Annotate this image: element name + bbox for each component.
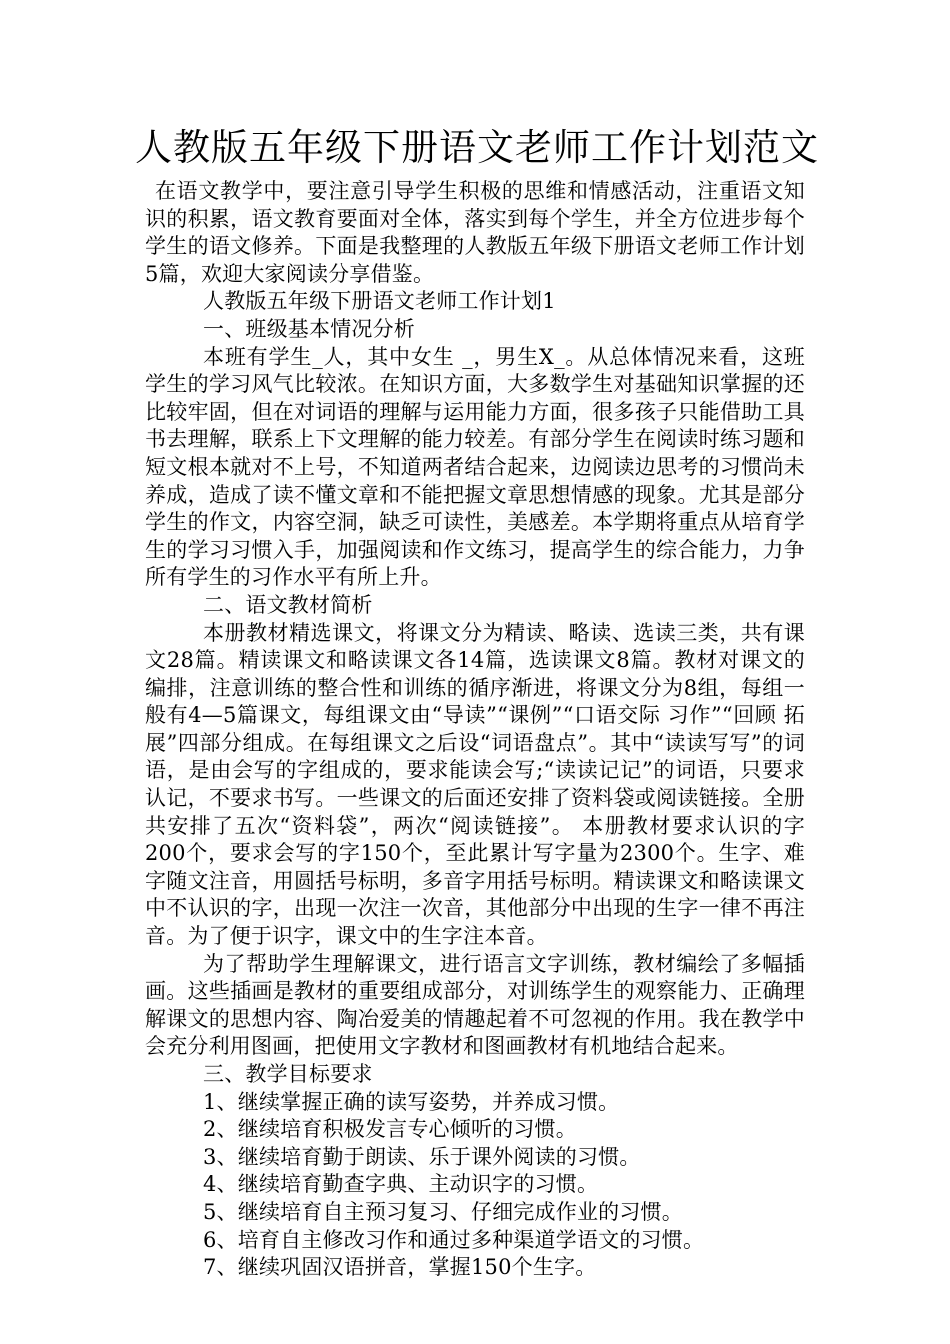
textbook-analysis-paragraph-2: 为了帮助学生理解课文，进行语言文字训练，教材编绘了多幅插画。这些插画是教材的重要组成部分，对训练学生的观察能力、正确理解课文的思想内容、陶冶爱美的情趣起着不可忽视的作用。我在教学中会充分利用图画，把使用文字教材和图画教材有机地结合起来。 — [145, 951, 805, 1059]
list-item: 3、继续培育勤于朗读、乐于课外阅读的习惯。 — [203, 1144, 641, 1169]
section-heading-class-analysis: 一、班级基本情况分析 — [203, 316, 415, 341]
class-analysis-paragraph: 本班有学生_人，其中女生 _，男生X_。从总体情况来看，这班学生的学习风气比较浓。在知识方面，大多数学生对基础知识掌握的还比较牢固，但在对词语的理解与运用能力方面，很多孩子只能借助工具书去理解，联系上下文理解的能力较差。有部分学生在阅读时练习题和短文根本就对不上号，不知道两者结合起来，边阅读边思考的习惯尚未养成，造成了读不懂文章和不能把握文章思想情感的现象。尤其是部分学生的作文，内容空洞，缺乏可读性，美感差。本学期将重点从培育学生的学习习惯入手，加强阅读和作文练习，提高学生的综合能力，力争所有学生的习作水平有所上升。 — [145, 344, 805, 590]
section-heading-teaching-goals: 三、教学目标要求 — [203, 1062, 373, 1086]
document-page — [135, 122, 819, 1282]
section-heading-textbook-analysis: 二、语文教材简析 — [203, 592, 373, 617]
list-item: 6、培育自主修改习作和通过多种渠道学语文的习惯。 — [203, 1227, 705, 1252]
list-item: 5、继续培育自主预习复习、仔细完成作业的习惯。 — [203, 1199, 683, 1224]
intro-paragraph: 在语文教学中，要注意引导学生积极的思维和情感活动，注重语文知识的积累，语文教育要面对全体，落实到每个学生，并全方位进步每个学生的语文修养。下面是我整理的人教版五年级下册语文老师工作计划5篇，欢迎大家阅读分享借鉴。 — [145, 179, 805, 286]
document-title: 人教版五年级下册语文老师工作计划范文 — [135, 126, 819, 169]
list-item: 7、继续巩固汉语拼音，掌握150个生字。 — [203, 1255, 597, 1280]
textbook-analysis-paragraph-1: 本册教材精选课文，将课文分为精读、略读、选读三类，共有课文28篇。精读课文和略读课文各14篇，选读课文8篇。教材对课文的编排，注意训练的整合性和训练的循序渐进，将课文分为8组，每组一般有4—5篇课文，每组课文由“导读”“课例”“口语交际 习作”“回顾 拓展”四部分组成。在每组课文之后设“词语盘点”。其中“读读写写”的词语，是由会写的字组成的，要求能读会写;“读读记记”的词语，只要求认记，不要求书写。一些课文的后面还安排了资料袋或阅读链接。全册共安排了五次“资料袋”，两次“阅读链接”。 本册教材要求认识的字200个，要求会写的字150个，至此累计写字量为2300个。生字、难字随文注音，用圆括号标明，多音字用括号标明。精读课文和略读课文中不认识的字，出现一次注一次音，其他部分中出现的生字一律不再注音。为了便于识字，课文中的生字注本音。 — [145, 620, 805, 949]
list-item: 4、继续培育勤查字典、主动识字的习惯。 — [203, 1172, 599, 1197]
list-item: 2、继续培育积极发言专心倾听的习惯。 — [203, 1117, 577, 1142]
teaching-goals-list — [145, 1089, 805, 1282]
plan-title: 人教版五年级下册语文老师工作计划1 — [203, 289, 556, 314]
list-item: 1、继续掌握正确的读写姿势，并养成习惯。 — [203, 1089, 620, 1114]
